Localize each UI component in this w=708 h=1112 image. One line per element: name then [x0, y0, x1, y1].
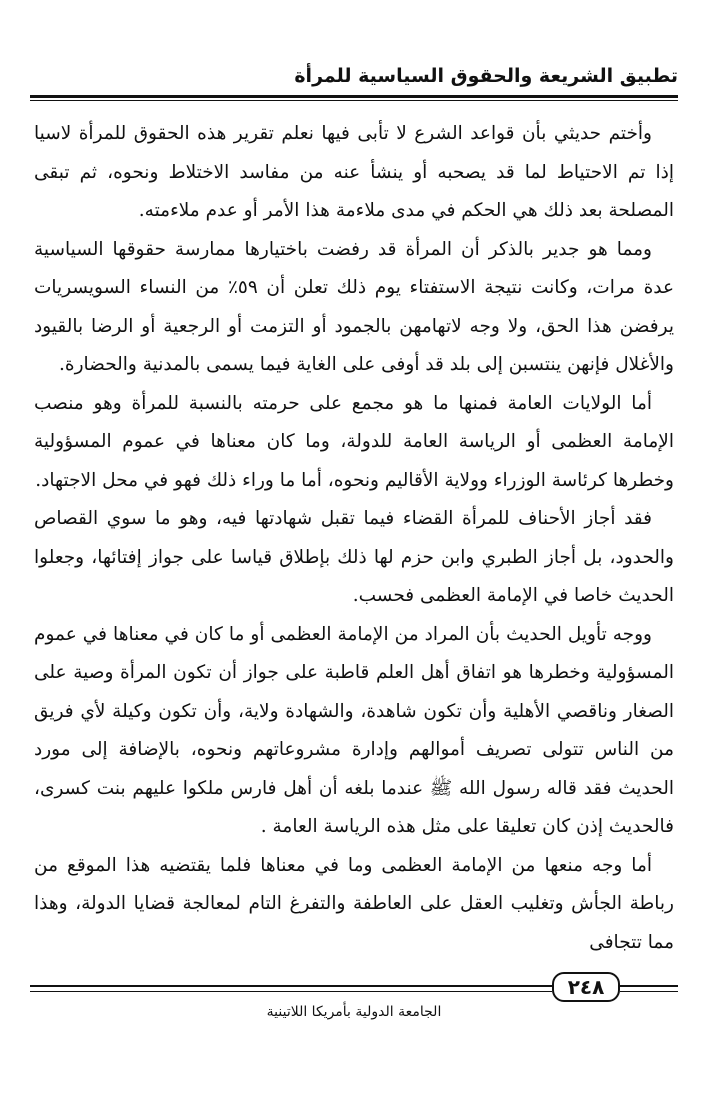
paragraph: وأختم حديثي بأن قواعد الشرع لا تأبى فيها نعلم تقرير هذه الحقوق للمرأة لاسيا إذا تم الاحتياط لما قد يصحبه أو ينشأ عنه من مفاسد الاختلاط ونحوه، ثم تبقى المصلحة بعد ذلك هي الحكم في مدى ملاءمة هذا الأمر أو عدم ملاءمته.	[34, 123, 674, 221]
footer-publisher: الجامعة الدولية بأمريكا اللاتينية	[266, 1004, 442, 1020]
footer-rule-right-thin	[620, 991, 678, 992]
footer-rule-right	[620, 985, 678, 987]
running-header-title: تطبيق الشريعة والحقوق السياسية للمرأة	[294, 65, 678, 87]
footer-rule-left-thin	[30, 991, 552, 992]
paragraph: ووجه تأويل الحديث بأن المراد من الإمامة العظمى أو ما كان في معناها في عموم المسؤولية وخطرها هو اتفاق أهل العلم قاطبة على جواز أن تكون المرأة وصية على الصغار وناقصي الأهلية وأن تكون شاهدة، والشهادة ولاية، وأن تكون وكيلة لأي فريق من الناس تتولى تصريف أموالهم وإدارة مشروعاتهم ونحوه، بالإضافة إلى مورد الحديث فقد قاله رسول الله ﷺ عندما بلغه أن أهل فارس ملكوا عليهم بنت كسرى، فالحديث إذن كان تعليقا على مثل هذه الرياسة العامة .	[34, 623, 674, 837]
body-text	[34, 115, 674, 962]
paragraph: أما وجه منعها من الإمامة العظمى وما في معناها فلما يقتضيه هذا الموقع من رباطة الجأش وتغليب العقل على العاطفة والتفرغ التام لمعالجة قضايا الدولة، وهذا مما تتجافى	[34, 854, 674, 953]
footer-rule-left	[30, 985, 552, 987]
header-rule-thin	[30, 100, 678, 101]
page-number: ٢٤٨	[552, 972, 620, 1002]
paragraph: ومما هو جدير بالذكر أن المرأة قد رفضت باختيارها ممارسة حقوقها السياسية عدة مرات، وكانت نتيجة الاستفتاء يوم ذلك تعلن أن ٥٩٪ من النساء السويسريات يرفضن هذا الحق، ولا وجه لاتهامهن بالجمود أو التزمت أو الرجعية أو الرضا بالقيود والأغلال فإنهن ينتسبن إلى بلد قد أوفى على الغاية فيما يسمى بالمدنية والحضارة.	[34, 238, 675, 375]
paragraph: أما الولايات العامة فمنها ما هو مجمع على حرمته بالنسبة للمرأة وهو منصب الإمامة العظمى أو الرياسة العامة للدولة، وما كان معناها في عموم المسؤولية وخطرها كرئاسة الوزراء وولاية الأقاليم ونحوه، أما ما وراء ذلك فهو في محل الاجتهاد.	[34, 392, 674, 491]
paragraph: فقد أجاز الأحناف للمرأة القضاء فيما تقبل شهادتها فيه، وهو ما سوي القصاص والحدود، بل أجاز الطبري وابن حزم لها ذلك بإطلاق قياسا على جواز إفتائها، وجعلوا الحديث خاصا في الإمامة العظمى فحسب.	[34, 508, 674, 606]
header-rule-thick	[30, 95, 678, 98]
